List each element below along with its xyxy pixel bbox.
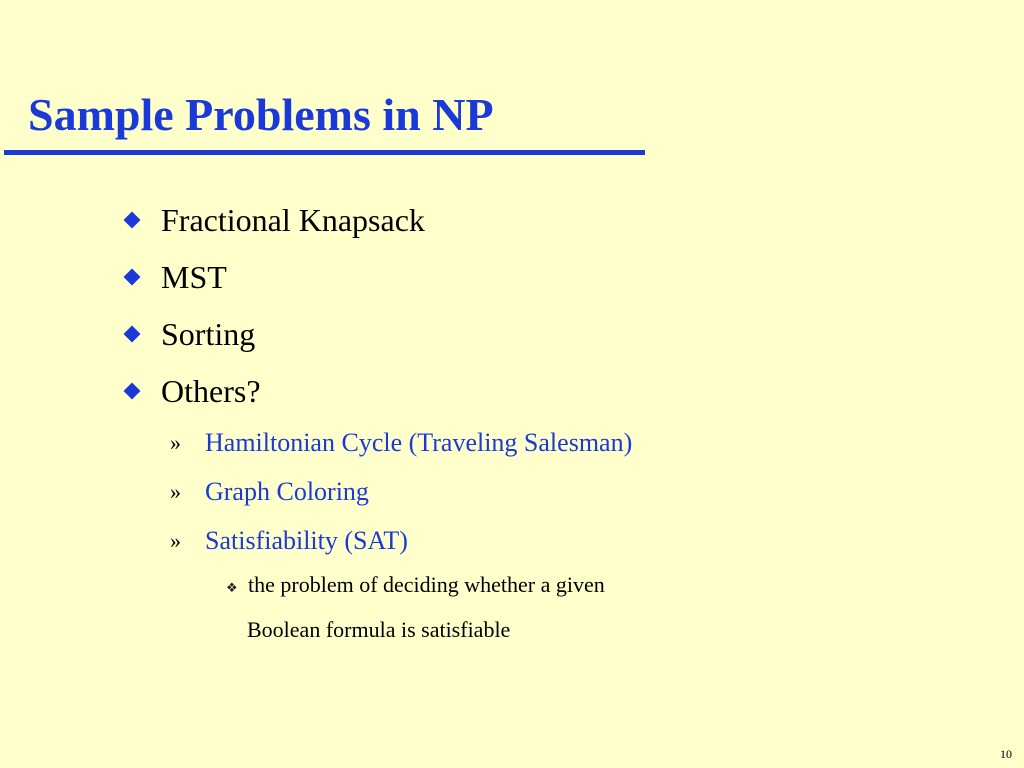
subbullet-text: Satisfiability (SAT) <box>205 526 408 555</box>
page-number: 10 <box>1000 747 1012 761</box>
sat-description <box>226 564 605 651</box>
subbullet-text: Graph Coloring <box>205 477 369 506</box>
sat-description-line1: the problem of deciding whether a given <box>248 572 605 597</box>
double-chevron-right-icon: » <box>170 479 181 504</box>
four-diamond-bullet-icon: ❖ <box>226 580 238 595</box>
subbullet-graph-coloring <box>170 475 369 509</box>
subbullet-hamiltonian-cycle <box>170 426 632 460</box>
bullet-text: Others? <box>161 373 261 409</box>
title-underline <box>4 150 645 155</box>
bullet-mst <box>124 257 227 297</box>
subbullet-text: Hamiltonian Cycle (Traveling Salesman) <box>205 428 633 457</box>
diamond-bullet-icon <box>124 383 140 399</box>
subbullet-satisfiability <box>170 524 408 558</box>
bullet-text: Fractional Knapsack <box>161 202 425 238</box>
diamond-bullet-icon <box>124 326 140 342</box>
diamond-bullet-icon <box>124 212 140 228</box>
double-chevron-right-icon: » <box>170 430 181 455</box>
bullet-text: MST <box>161 259 227 295</box>
bullet-others <box>124 371 261 411</box>
slide-title: Sample Problems in NP <box>28 89 494 140</box>
double-chevron-right-icon: » <box>170 528 181 553</box>
diamond-bullet-icon <box>124 269 140 285</box>
bullet-text: Sorting <box>161 316 256 352</box>
bullet-sorting <box>124 314 255 354</box>
sat-description-line2: Boolean formula is satisfiable <box>247 617 511 642</box>
bullet-fractional-knapsack <box>124 200 425 240</box>
